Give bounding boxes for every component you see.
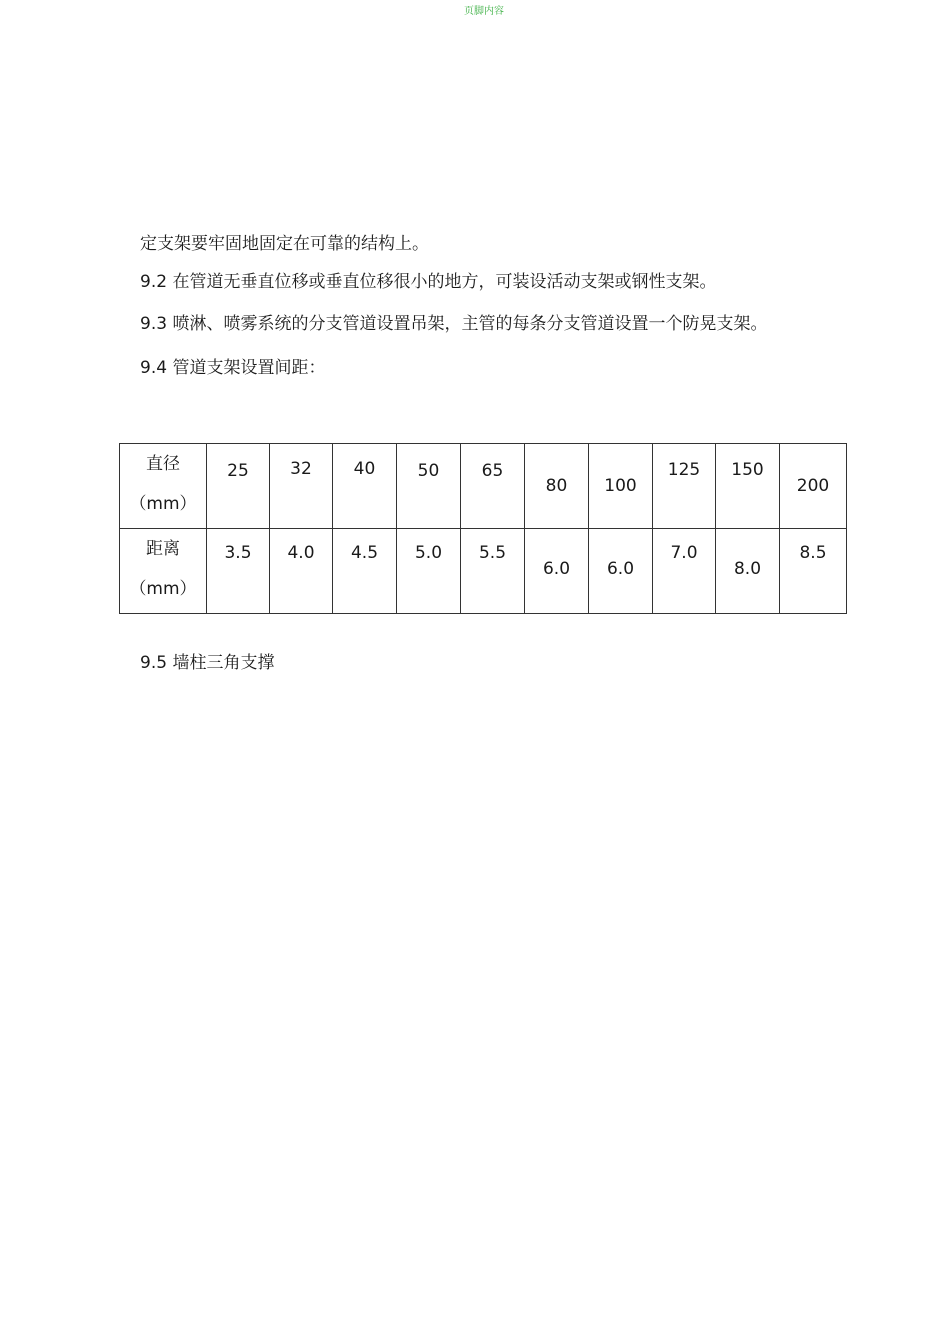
paragraph-9-4: [140, 356, 325, 380]
diameter-cell: 40: [333, 444, 397, 529]
row-header-label: 距离: [146, 539, 180, 559]
row-header-diameter: [120, 444, 207, 529]
section-9-5-heading: [140, 651, 274, 675]
distance-row: [120, 529, 847, 614]
paragraph-text: 管道支架设置间距：: [172, 358, 326, 378]
row-header-label: 直径: [146, 454, 180, 474]
diameter-cell: 100: [589, 444, 653, 529]
diameter-cell: 200: [780, 444, 847, 529]
distance-cell: 5.0: [397, 529, 461, 614]
row-header-unit: （mm）: [129, 579, 197, 599]
diameter-cell: 25: [207, 444, 270, 529]
distance-cell: 6.0: [525, 529, 589, 614]
section-title: 墙柱三角支撑: [172, 653, 275, 673]
diameter-cell: 50: [397, 444, 461, 529]
distance-cell: 3.5: [207, 529, 270, 614]
distance-cell: 7.0: [653, 529, 716, 614]
row-header-distance: [120, 529, 207, 614]
section-number: 9.3: [140, 314, 168, 334]
section-number: 9.4: [140, 358, 168, 378]
diameter-cell: 80: [525, 444, 589, 529]
support-spacing-table: [119, 443, 847, 614]
row-header-unit: （mm）: [129, 494, 197, 514]
paragraph-9-3: [140, 312, 767, 336]
distance-cell: 6.0: [589, 529, 653, 614]
distance-cell: 5.5: [461, 529, 525, 614]
paragraph-9-2: [140, 270, 716, 294]
diameter-cell: 150: [716, 444, 780, 529]
header-note: 页脚内容: [464, 6, 504, 17]
diameter-cell: 32: [270, 444, 333, 529]
distance-cell: 8.0: [716, 529, 780, 614]
paragraph-text: 定支架要牢固地固定在可靠的结构上。: [140, 234, 429, 254]
distance-cell: 8.5: [780, 529, 847, 614]
paragraph-text: 喷淋、喷雾系统的分支管道设置吊架，主管的每条分支管道设置一个防晃支架。: [172, 314, 768, 334]
distance-cell: 4.5: [333, 529, 397, 614]
diameter-row: [120, 444, 847, 529]
section-number: 9.2: [140, 272, 168, 292]
diameter-cell: 65: [461, 444, 525, 529]
paragraph-text: 在管道无垂直位移或垂直位移很小的地方，可装设活动支架或钢性支架。: [172, 272, 717, 292]
section-number: 9.5: [140, 653, 168, 673]
distance-cell: 4.0: [270, 529, 333, 614]
paragraph-fixed-support: [140, 232, 429, 256]
diameter-cell: 125: [653, 444, 716, 529]
